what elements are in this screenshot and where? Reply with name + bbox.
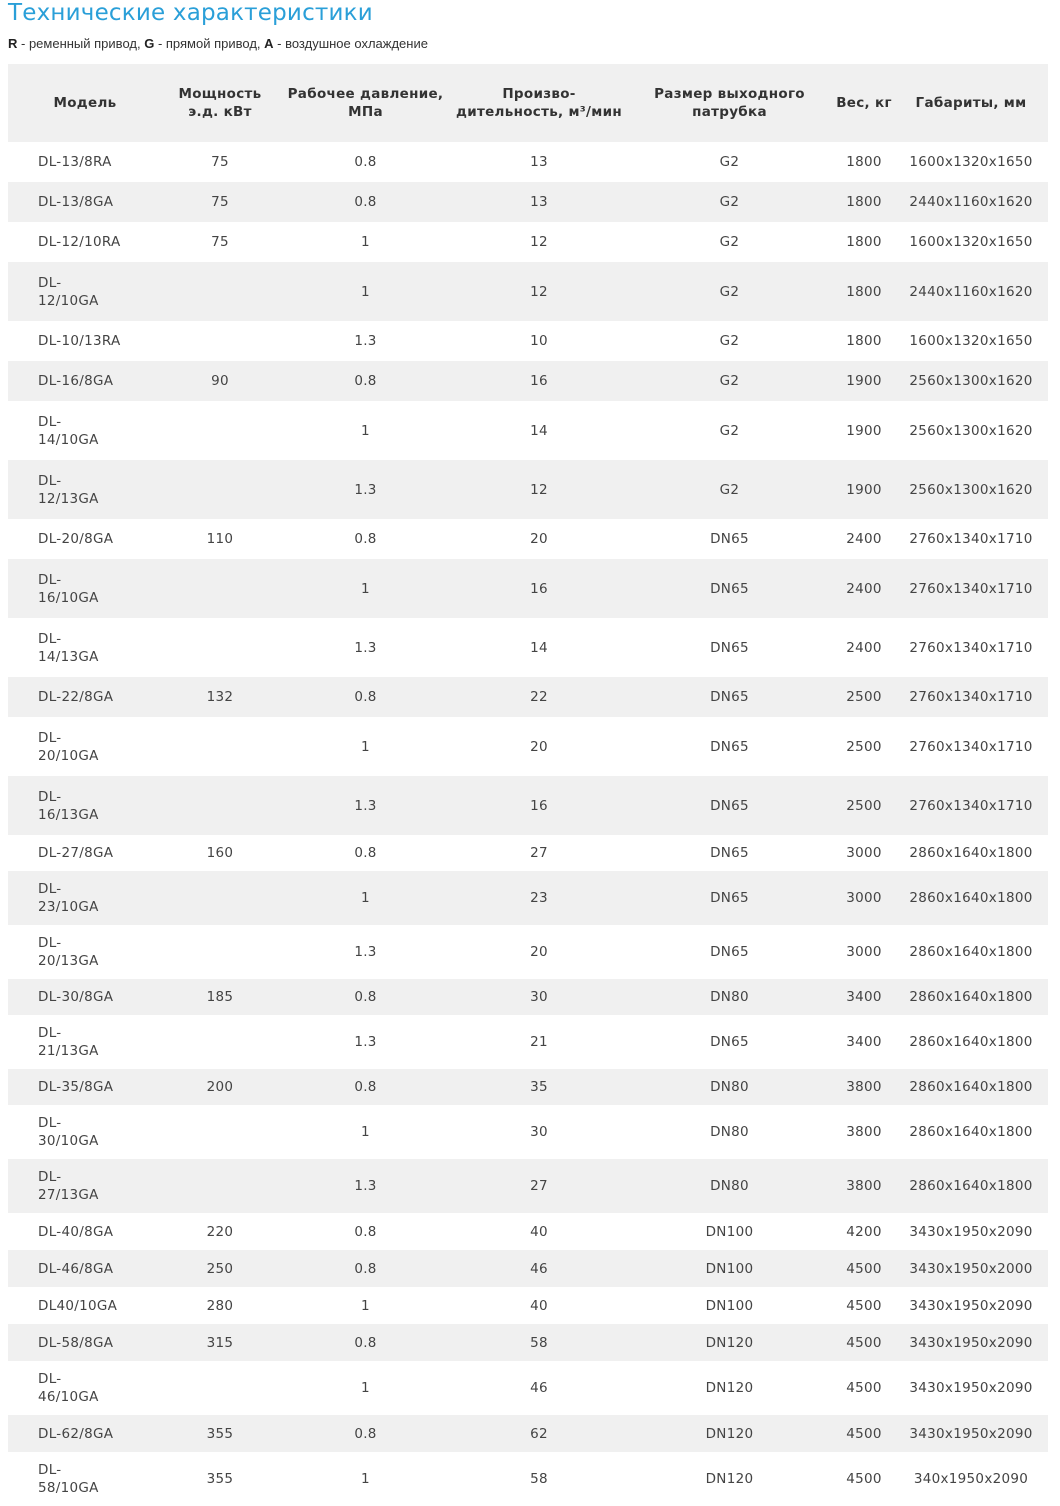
model-name: DL-46/8GA <box>38 1260 114 1277</box>
table-row <box>8 1105 1048 1159</box>
cell-model <box>8 1324 162 1361</box>
model-name: DL-20/8GA <box>38 531 114 547</box>
cell-model <box>8 618 162 677</box>
cell-dims: 2760x1340x1710 <box>909 738 1033 755</box>
table-row <box>8 401 1048 460</box>
cell-pressure: 1 <box>361 1471 370 1487</box>
cell-pressure: 1.3 <box>354 1034 377 1050</box>
cell-model <box>8 925 162 979</box>
cell-power <box>162 401 278 460</box>
cell-model <box>8 1213 162 1250</box>
cell-outlet: DN65 <box>625 776 834 835</box>
cell-capacity: 30 <box>453 979 625 1015</box>
cell-outlet: G2 <box>719 234 740 250</box>
cell-weight: 3000 <box>834 871 894 925</box>
cell-dims: 3430x1950x2090 <box>909 1380 1033 1396</box>
cell-pressure: 0.8 <box>278 1250 453 1287</box>
cell-model <box>8 717 162 776</box>
cell-pressure: 0.8 <box>278 1415 453 1452</box>
cell-capacity: 20 <box>530 531 548 547</box>
cell-weight: 4500 <box>834 1324 894 1361</box>
table-row <box>8 618 1048 677</box>
cell-power <box>162 1015 278 1069</box>
cell-outlet: DN80 <box>625 979 834 1015</box>
table-row <box>8 979 1048 1015</box>
cell-pressure: 1 <box>361 234 370 250</box>
model-name: DL- 14/10GA <box>38 413 99 448</box>
cell-dims: 1600x1320x1650 <box>909 234 1033 250</box>
cell-capacity: 23 <box>453 871 625 925</box>
header-model: Модель <box>8 64 162 142</box>
cell-model <box>8 1105 162 1159</box>
cell-weight: 4200 <box>846 1223 882 1240</box>
cell-weight: 4500 <box>834 1415 894 1452</box>
cell-outlet: DN65 <box>710 1034 749 1050</box>
model-name: DL- 58/10GA <box>38 1462 99 1496</box>
header-capacity: Произво-дительность, м³/мин <box>453 64 625 142</box>
cell-weight: 3400 <box>834 979 894 1015</box>
cell-capacity: 62 <box>453 1415 625 1452</box>
cell-model <box>8 1287 162 1324</box>
cell-weight: 4500 <box>834 1250 894 1287</box>
cell-power: 75 <box>162 182 278 222</box>
cell-dims: 2560x1300x1620 <box>894 460 1048 519</box>
cell-outlet: DN80 <box>625 1159 834 1213</box>
cell-weight: 2500 <box>834 776 894 835</box>
cell-pressure: 0.8 <box>354 531 377 547</box>
cell-power <box>162 262 278 321</box>
cell-dims: 2760x1340x1710 <box>909 639 1033 656</box>
cell-capacity: 16 <box>453 559 625 618</box>
legend-a-text: - воздушное охлаждение <box>273 36 428 51</box>
cell-weight: 2500 <box>846 738 882 755</box>
cell-model <box>8 835 162 871</box>
cell-pressure: 1.3 <box>278 1159 453 1213</box>
table-row <box>8 1069 1048 1105</box>
cell-pressure: 0.8 <box>354 154 377 170</box>
cell-dims: 2560x1300x1620 <box>909 422 1033 439</box>
legend-g-text: - прямой привод, <box>154 36 265 51</box>
table-body <box>8 142 1048 1506</box>
model-name: DL-22/8GA <box>38 689 114 705</box>
model-name: DL-58/8GA <box>38 1334 114 1351</box>
header-outlet: Размер выходного патрубка <box>625 64 834 142</box>
cell-model <box>8 1159 162 1213</box>
cell-power <box>162 776 278 835</box>
cell-weight: 3400 <box>846 1034 882 1050</box>
cell-outlet: DN65 <box>625 871 834 925</box>
cell-pressure: 1 <box>278 262 453 321</box>
cell-model <box>8 1415 162 1452</box>
cell-capacity: 20 <box>530 738 548 755</box>
cell-outlet: DN65 <box>710 531 749 547</box>
cell-pressure: 1 <box>361 1124 370 1140</box>
model-name: DL- 14/13GA <box>38 630 99 665</box>
cell-power: 315 <box>162 1324 278 1361</box>
legend <box>8 36 428 51</box>
cell-capacity: 27 <box>530 845 548 861</box>
cell-model <box>8 262 162 321</box>
cell-capacity: 21 <box>530 1034 548 1050</box>
table-row <box>8 142 1048 182</box>
table-row <box>8 262 1048 321</box>
cell-outlet: G2 <box>625 361 834 401</box>
cell-pressure: 0.8 <box>278 677 453 717</box>
cell-outlet: DN100 <box>705 1223 754 1240</box>
cell-outlet: DN65 <box>625 677 834 717</box>
table-row <box>8 361 1048 401</box>
cell-power <box>162 1105 278 1159</box>
cell-weight: 3800 <box>834 1069 894 1105</box>
cell-dims: 2860x1640x1800 <box>909 1124 1033 1140</box>
table-row <box>8 871 1048 925</box>
cell-power <box>162 925 278 979</box>
model-name: DL- 20/13GA <box>38 935 99 969</box>
model-name: DL-10/13RA <box>38 333 121 349</box>
cell-capacity: 58 <box>453 1324 625 1361</box>
cell-capacity: 12 <box>530 234 548 250</box>
model-name: DL- 12/10GA <box>38 274 99 309</box>
cell-capacity: 12 <box>453 460 625 519</box>
cell-capacity: 14 <box>530 639 548 656</box>
cell-power <box>162 321 278 361</box>
model-name: DL- 20/10GA <box>38 729 99 764</box>
cell-model <box>8 222 162 262</box>
cell-weight: 3000 <box>846 845 882 861</box>
cell-outlet: G2 <box>719 422 740 439</box>
cell-pressure: 0.8 <box>278 1324 453 1361</box>
cell-model <box>8 142 162 182</box>
cell-dims: 2760x1340x1710 <box>894 559 1048 618</box>
cell-pressure: 0.8 <box>354 845 377 861</box>
cell-weight: 1800 <box>834 262 894 321</box>
spec-table <box>8 64 1048 1506</box>
cell-capacity: 40 <box>530 1297 548 1314</box>
cell-power: 90 <box>162 361 278 401</box>
cell-power <box>162 717 278 776</box>
model-name: DL- 23/10GA <box>38 881 99 915</box>
model-name: DL- 21/13GA <box>38 1025 99 1059</box>
cell-power <box>162 1361 278 1415</box>
cell-power: 185 <box>162 979 278 1015</box>
cell-pressure: 1 <box>361 422 370 439</box>
table-row <box>8 1361 1048 1415</box>
cell-power <box>162 1159 278 1213</box>
cell-weight: 2400 <box>846 639 882 656</box>
cell-model <box>8 1452 162 1506</box>
cell-capacity: 14 <box>530 422 548 439</box>
cell-outlet: DN65 <box>625 559 834 618</box>
cell-weight: 4500 <box>846 1297 882 1314</box>
cell-weight: 3800 <box>834 1159 894 1213</box>
cell-capacity: 16 <box>453 361 625 401</box>
model-name: DL-13/8GA <box>38 194 114 210</box>
cell-model <box>8 460 162 519</box>
header-dims: Габариты, мм <box>894 64 1048 142</box>
cell-pressure: 1 <box>278 559 453 618</box>
cell-outlet: DN120 <box>625 1415 834 1452</box>
cell-outlet: DN120 <box>705 1471 754 1487</box>
cell-pressure: 1 <box>361 1380 370 1396</box>
cell-capacity: 46 <box>453 1250 625 1287</box>
cell-model <box>8 1250 162 1287</box>
cell-capacity: 20 <box>530 944 548 960</box>
table-row <box>8 1324 1048 1361</box>
cell-power: 132 <box>162 677 278 717</box>
legend-g-code: G <box>144 36 155 51</box>
table-row <box>8 677 1048 717</box>
cell-dims: 3430x1950x2090 <box>894 1324 1048 1361</box>
cell-capacity: 13 <box>530 154 548 170</box>
cell-power <box>162 618 278 677</box>
model-name: DL- 46/10GA <box>38 1371 99 1405</box>
cell-dims: 3430x1950x2090 <box>909 1223 1033 1240</box>
cell-outlet: DN100 <box>625 1250 834 1287</box>
cell-weight: 1800 <box>834 182 894 222</box>
cell-model <box>8 979 162 1015</box>
cell-dims: 2440x1160x1620 <box>894 182 1048 222</box>
cell-capacity: 58 <box>530 1471 548 1487</box>
cell-pressure: 0.8 <box>278 182 453 222</box>
cell-pressure: 1.3 <box>278 460 453 519</box>
cell-dims: 3430x1950x2090 <box>909 1297 1033 1314</box>
legend-r-code: R <box>8 36 18 51</box>
cell-capacity: 13 <box>453 182 625 222</box>
cell-capacity: 40 <box>530 1223 548 1240</box>
table-row <box>8 559 1048 618</box>
cell-pressure: 0.8 <box>354 1223 377 1240</box>
header-pressure: Рабочее давление, МПа <box>278 64 453 142</box>
cell-power: 355 <box>162 1415 278 1452</box>
cell-power: 280 <box>206 1297 234 1314</box>
cell-model <box>8 776 162 835</box>
cell-outlet: DN80 <box>710 1124 749 1140</box>
cell-weight: 4500 <box>846 1380 882 1396</box>
cell-power: 220 <box>206 1223 234 1240</box>
cell-dims: 1600x1320x1650 <box>909 333 1033 349</box>
cell-weight: 2400 <box>834 559 894 618</box>
cell-model <box>8 871 162 925</box>
cell-pressure: 0.8 <box>278 1069 453 1105</box>
table-row <box>8 776 1048 835</box>
cell-model <box>8 182 162 222</box>
cell-weight: 4500 <box>846 1471 882 1487</box>
cell-pressure: 1 <box>278 871 453 925</box>
cell-dims: 2860x1640x1800 <box>894 1159 1048 1213</box>
table-row <box>8 925 1048 979</box>
cell-weight: 1900 <box>834 361 894 401</box>
cell-capacity: 30 <box>530 1124 548 1140</box>
cell-model <box>8 401 162 460</box>
cell-pressure: 1.3 <box>354 944 377 960</box>
cell-outlet: DN65 <box>710 845 749 861</box>
table-row <box>8 835 1048 871</box>
cell-capacity: 10 <box>530 333 548 349</box>
cell-weight: 1800 <box>846 154 882 170</box>
cell-outlet: G2 <box>719 333 740 349</box>
model-name: DL-16/8GA <box>38 373 114 389</box>
cell-model <box>8 321 162 361</box>
cell-capacity: 16 <box>453 776 625 835</box>
table-row <box>8 1250 1048 1287</box>
cell-dims: 2860x1640x1800 <box>894 1069 1048 1105</box>
cell-power: 200 <box>162 1069 278 1105</box>
table-row <box>8 1159 1048 1213</box>
cell-outlet: DN65 <box>710 944 749 960</box>
cell-dims: 2860x1640x1800 <box>909 1034 1033 1050</box>
cell-weight: 2500 <box>834 677 894 717</box>
cell-outlet: DN120 <box>705 1380 754 1396</box>
cell-model <box>8 1015 162 1069</box>
cell-model <box>8 1069 162 1105</box>
table-row <box>8 460 1048 519</box>
model-name: DL- 30/10GA <box>38 1115 99 1149</box>
table-row <box>8 1015 1048 1069</box>
cell-capacity: 27 <box>453 1159 625 1213</box>
model-name: DL-13/8RA <box>38 154 112 170</box>
model-name: DL-12/10RA <box>38 234 121 250</box>
cell-power: 250 <box>162 1250 278 1287</box>
model-name: DL- 16/10GA <box>38 571 99 606</box>
cell-power: 160 <box>206 845 234 861</box>
cell-pressure: 1.3 <box>354 333 377 349</box>
table-row <box>8 717 1048 776</box>
cell-weight: 1800 <box>846 234 882 250</box>
cell-dims: 2860x1640x1800 <box>894 979 1048 1015</box>
cell-pressure: 1.3 <box>354 639 377 656</box>
cell-power: 75 <box>211 234 229 250</box>
cell-weight: 1900 <box>834 460 894 519</box>
table-row <box>8 1415 1048 1452</box>
cell-outlet: DN80 <box>625 1069 834 1105</box>
model-name: DL-40/8GA <box>38 1223 114 1240</box>
model-name: DL-35/8GA <box>38 1079 114 1095</box>
cell-capacity: 35 <box>453 1069 625 1105</box>
cell-dims: 2860x1640x1800 <box>909 944 1033 960</box>
cell-weight: 2400 <box>846 531 882 547</box>
cell-dims: 3430x1950x2000 <box>894 1250 1048 1287</box>
cell-power: 110 <box>206 531 234 547</box>
cell-pressure: 1 <box>361 1297 370 1314</box>
cell-model <box>8 559 162 618</box>
table-row <box>8 1287 1048 1324</box>
cell-pressure: 0.8 <box>278 361 453 401</box>
cell-dims: 1600x1320x1650 <box>909 154 1033 170</box>
cell-outlet: G2 <box>625 182 834 222</box>
cell-outlet: G2 <box>625 460 834 519</box>
cell-dims: 2760x1340x1710 <box>894 776 1048 835</box>
table-header-row <box>8 64 1048 142</box>
cell-outlet: DN100 <box>705 1297 754 1314</box>
model-name: DL-62/8GA <box>38 1425 114 1442</box>
cell-model <box>8 677 162 717</box>
cell-dims: 3430x1950x2090 <box>894 1415 1048 1452</box>
cell-outlet: DN65 <box>710 738 749 755</box>
cell-power <box>162 559 278 618</box>
model-name: DL-27/8GA <box>38 845 114 861</box>
cell-dims: 2860x1640x1800 <box>894 871 1048 925</box>
cell-power: 355 <box>206 1471 234 1487</box>
table-row <box>8 222 1048 262</box>
cell-dims: 340x1950x2090 <box>913 1471 1029 1487</box>
model-name: DL-30/8GA <box>38 989 114 1005</box>
legend-a-code: A <box>264 36 274 51</box>
model-name: DL- 16/13GA <box>38 788 99 823</box>
model-name: DL40/10GA <box>38 1297 118 1314</box>
cell-outlet: DN120 <box>625 1324 834 1361</box>
model-name: DL- 12/13GA <box>38 472 99 507</box>
cell-weight: 3000 <box>846 944 882 960</box>
cell-dims: 2760x1340x1710 <box>894 677 1048 717</box>
cell-capacity: 22 <box>453 677 625 717</box>
cell-capacity: 12 <box>453 262 625 321</box>
cell-dims: 2560x1300x1620 <box>894 361 1048 401</box>
header-weight: Вес, кг <box>834 64 894 142</box>
cell-dims: 2760x1340x1710 <box>909 531 1033 547</box>
cell-weight: 1800 <box>846 333 882 349</box>
cell-power: 75 <box>211 154 229 170</box>
cell-power <box>162 871 278 925</box>
cell-weight: 3800 <box>846 1124 882 1140</box>
table-row <box>8 519 1048 559</box>
header-power: Мощность э.д. кВт <box>162 64 278 142</box>
cell-outlet: G2 <box>625 262 834 321</box>
cell-outlet: G2 <box>719 154 740 170</box>
cell-outlet: DN65 <box>710 639 749 656</box>
cell-weight: 1900 <box>846 422 882 439</box>
cell-model <box>8 1361 162 1415</box>
table-row <box>8 1213 1048 1250</box>
page-title: Технические характеристики <box>8 0 373 26</box>
model-name: DL- 27/13GA <box>38 1169 99 1203</box>
table-row <box>8 182 1048 222</box>
cell-dims: 2440x1160x1620 <box>894 262 1048 321</box>
cell-model <box>8 361 162 401</box>
cell-pressure: 1 <box>361 738 370 755</box>
cell-dims: 2860x1640x1800 <box>909 845 1033 861</box>
cell-power <box>162 460 278 519</box>
cell-pressure: 1.3 <box>278 776 453 835</box>
cell-capacity: 46 <box>530 1380 548 1396</box>
cell-pressure: 0.8 <box>278 979 453 1015</box>
cell-model <box>8 519 162 559</box>
legend-r-text: - ременный привод, <box>17 36 145 51</box>
table-row <box>8 321 1048 361</box>
table-row <box>8 1452 1048 1506</box>
